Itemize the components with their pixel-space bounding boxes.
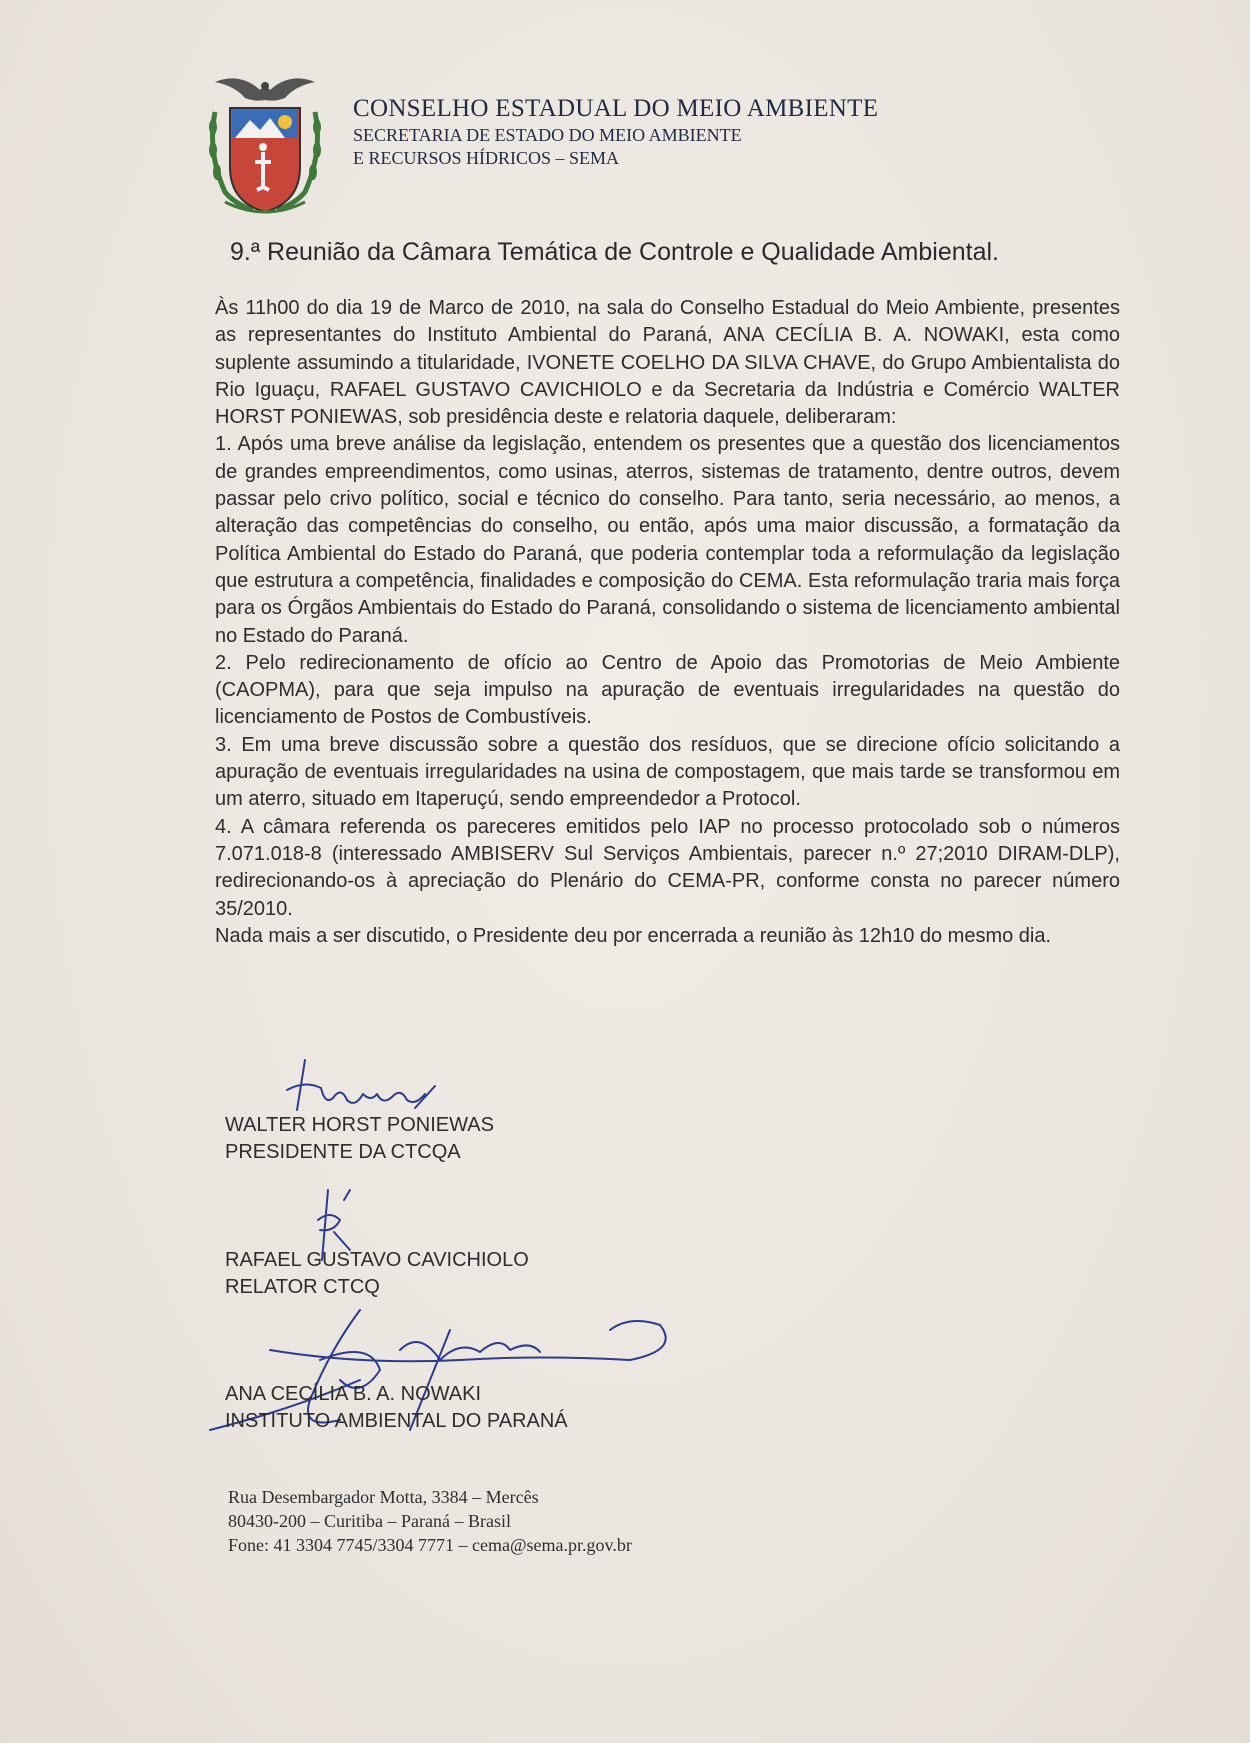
street-address: Rua Desembargador Motta, 3384 – Mercês xyxy=(228,1487,539,1507)
opening-paragraph: Às 11h00 do dia 19 de Marco de 2010, na sala do Conselho Estadual do Meio Ambiente, presentes as representantes do Instituto Ambiental do Paraná, ANA CECÍLIA B. A. NOWAKI, esta como suplente assumindo a titularidade, IVONETE COELHO DA SILVA CHAVE, do Grupo Ambientalista do Rio Iguaçu, RAFAEL GUSTAVO CAVICHIOLO e da Secretaria da Indústria e Comércio WALTER HORST PONIEWAS, sob presidência deste e relatoria daquele, deliberaram: xyxy=(215,297,1120,429)
footer-address xyxy=(228,1485,632,1557)
city-postal: 80430-200 – Curitiba – Paraná – Brasil xyxy=(228,1511,511,1531)
closing-paragraph: Nada mais a ser discutido, o Presidente deu por encerrada a reunião às 12h10 do mesmo dia. xyxy=(215,924,1052,947)
secretariat-line-1: SECRETARIA DE ESTADO DO MEIO AMBIENTE xyxy=(353,125,742,145)
signature-block-iap xyxy=(225,1381,568,1435)
signatory-name: RAFAEL GUSTAVO CAVICHIOLO xyxy=(225,1249,529,1271)
resolution-item-4: 4. A câmara referenda os pareceres emitidos pelo IAP no processo protocolado sob o números 7.071.018-8 (interessado AMBISERV Sul Serviços Ambientais, parecer n.º 27;2010 DIRAM-DLP), redirecionando-os à apreciação do Plenário do CEMA-PR, conforme consta no parecer número 35/2010. xyxy=(215,815,1120,920)
resolution-item-3: 3. Em uma breve discussão sobre a questão dos resíduos, que se direcione ofício solicitando a apuração de eventuais irregularidades na usina de compostagem, que mais tarde se transformou em um aterro, situado em Itaperuçú, sendo empreendedor a Protocol. xyxy=(215,733,1120,811)
council-name: CONSELHO ESTADUAL DO MEIO AMBIENTE xyxy=(353,95,879,122)
secretariat-line-2: E RECURSOS HÍDRICOS – SEMA xyxy=(353,148,620,168)
meeting-heading: 9.ª Reunião da Câmara Temática de Controle e Qualidade Ambiental. xyxy=(230,238,999,266)
signature-block-president xyxy=(225,1112,494,1166)
signatory-role: RELATOR CTCQ xyxy=(225,1276,380,1298)
contact-phone-email: Fone: 41 3304 7745/3304 7771 – cema@sema.pr.gov.br xyxy=(228,1535,632,1555)
parana-coat-of-arms-icon xyxy=(205,72,325,222)
signatory-role: PRESIDENTE DA CTCQA xyxy=(225,1141,461,1163)
resolution-item-1: 1. Após uma breve análise da legislação, entendem os presentes que a questão dos licenciamentos de grandes empreendimentos, como usinas, aterros, sistemas de tratamento, dentre outros, devem passar pelo crivo político, social e técnico do conselho. Para tanto, seria necessário, ao menos, a alteração das competências do conselho, ou então, após uma maior discussão, a formatação da Política Ambiental do Estado do Paraná, que poderia contemplar toda a reformulação da legislação que estrutura a competência, finalidades e composição do CEMA. Esta reformulação traria mais força para os Órgãos Ambientais do Estado do Paraná, consolidando o sistema de licenciamento ambiental no Estado do Paraná. xyxy=(215,433,1120,647)
minutes-body xyxy=(215,295,1120,950)
signatory-name: ANA CECÍLIA B. A. NOWAKI xyxy=(225,1383,482,1405)
signatory-role: INSTITUTO AMBIENTAL DO PARANÁ xyxy=(225,1410,568,1432)
resolution-item-2: 2. Pelo redirecionamento de ofício ao Centro de Apoio das Promotorias de Meio Ambiente (CAOPMA), para que seja impulso na apuração de eventuais irregularidades na questão do licenciamento de Postos de Combustíveis. xyxy=(215,651,1120,729)
signatory-name: WALTER HORST PONIEWAS xyxy=(225,1114,494,1136)
signature-walter-icon xyxy=(285,1050,465,1120)
letterhead-text xyxy=(353,94,878,170)
letterhead xyxy=(205,72,965,222)
